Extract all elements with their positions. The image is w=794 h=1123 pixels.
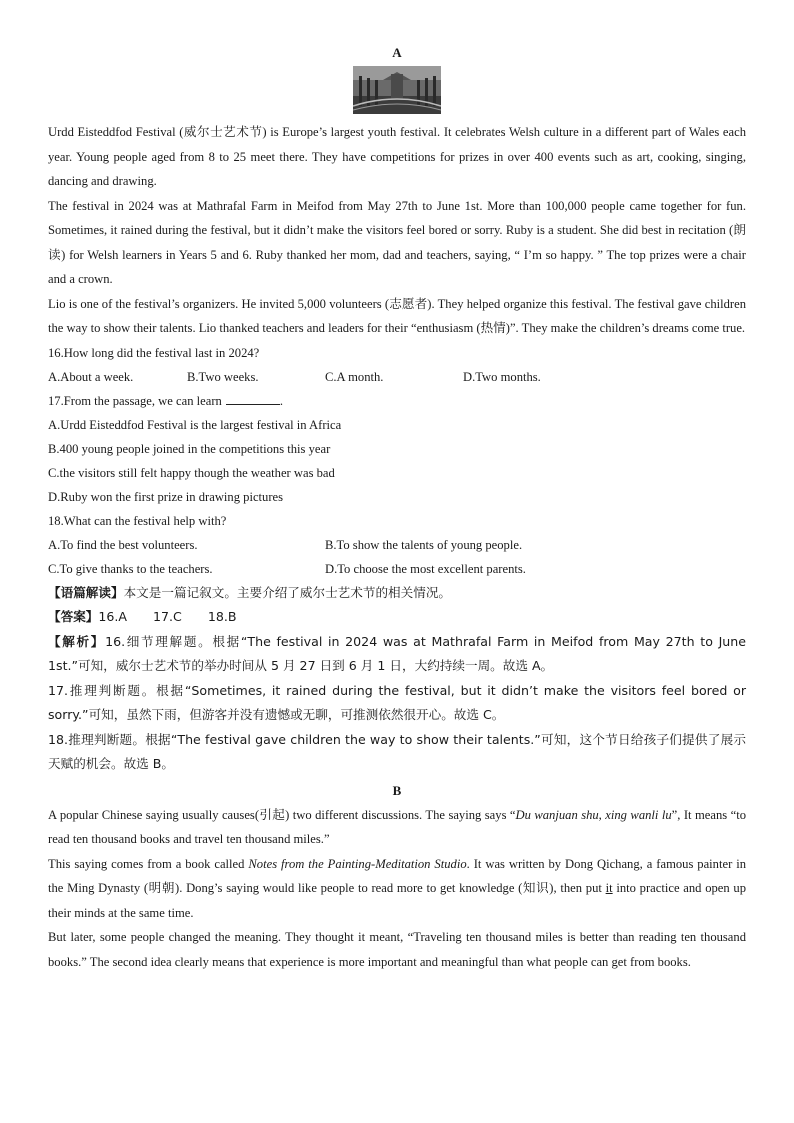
passage-a-paragraph-1: Urdd Eisteddfod Festival (威尔士艺术节) is Europe’s largest youth festival. It celebrates Welsh culture in a different part of Wales each year. Young people aged from 8 to 25 meet there. They have competitions for prizes in over 400 events such as art, cooking, singing, dancing and drawing.: [48, 125, 746, 188]
q18-option-a: A.To find the best volunteers.: [48, 537, 198, 552]
answer-blank: [226, 390, 280, 405]
interpretation-text: 本文是一篇记叙文。主要介绍了威尔士艺术节的相关情况。: [123, 584, 451, 600]
underlined-word: it: [605, 881, 613, 895]
question-17-stem: [48, 389, 746, 413]
q16-option-c: C.A month.: [325, 369, 384, 384]
passage-b-paragraph-2: [48, 852, 746, 926]
q18-option-d: D.To choose the most excellent parents.: [325, 561, 526, 576]
analysis-16-text: 16.细节理解题。根据“The festival in 2024 was at Mathrafal Farm in Meifod from May 27th to June 1st.”可知，威尔士艺术节的举办时间从 5 月 27 日到 6 月 1 日，大约持续一周。故选 A。: [48, 633, 747, 673]
answer-18: 18.B: [207, 609, 237, 624]
book-title: Notes from the Painting-Meditation Studio: [248, 856, 467, 871]
q18-option-b: B.To show the talents of young people.: [325, 537, 523, 552]
q16-option-d: D.Two months.: [463, 369, 541, 384]
interpretation: [48, 581, 746, 606]
question-18-stem: 18.What can the festival help with?: [48, 513, 227, 528]
passage-b-paragraph-3: But later, some people changed the meaning. They thought it meant, “Traveling ten thousand miles is better than reading ten thousand books.” The second idea clearly means that experience is more important and meaningful than what people can get from books.: [48, 930, 746, 969]
q17-option-c: C.the visitors still felt happy though the weather was bad: [48, 465, 335, 480]
q17-stem-end: .: [279, 393, 283, 408]
question-18-options-row-1: [48, 533, 746, 557]
question-18-options-row-2: [48, 557, 746, 581]
analysis-label: 【解析】: [48, 633, 106, 649]
analysis-18: 18.推理判断题。根据“The festival gave children the way to show their talents.”可知，这个节日给孩子们提供了展示天赋的机会。故选 B。: [48, 731, 746, 771]
p1-text-end: ”, It means “to read ten thousand books and travel ten thousand miles.”: [48, 807, 746, 846]
p1-text-start: A popular Chinese saying usually causes(引起) two different discussions. The saying says “: [48, 807, 516, 822]
answer-16: 16.A: [98, 609, 128, 624]
question-16-options: [48, 365, 746, 389]
answers: [48, 605, 746, 630]
passage-a-heading: A: [392, 45, 402, 60]
answer-label: 【答案】: [48, 609, 99, 624]
q17-option-d: D.Ruby won the first prize in drawing pictures: [48, 489, 284, 504]
passage-a-paragraph-2: The festival in 2024 was at Mathrafal Farm in Meifod from May 27th to June 1st. More than 100,000 people came together for fun. Sometimes, it rained during the festival, but it didn’t make the visitors feel bored or sorry. Ruby is a student. She did best in recitation (朗读) for Welsh learners in Years 5 and 6. Ruby thanked her mom, dad and teachers, saying, “ I’m so happy. ” The top prizes were a chair and a crown.: [48, 198, 746, 286]
passage-b-heading: B: [392, 782, 402, 798]
document-page: [48, 44, 746, 974]
q17-stem-text: 17.From the passage, we can learn: [48, 393, 222, 408]
answer-17: 17.C: [153, 609, 182, 624]
q18-option-c: C.To give thanks to the teachers.: [48, 561, 213, 576]
q17-option-a: A.Urdd Eisteddfod Festival is the largest festival in Africa: [48, 417, 342, 432]
festival-photo: [353, 66, 441, 114]
interpretation-label: 【语篇解读】: [48, 584, 124, 600]
p2-text-middle: . It was written by Dong Qichang, a famous painter in the Ming Dynasty (明朝). Dong’s saying would like people to read more to get knowledge (知识), then put: [48, 856, 747, 895]
saying-pinyin: Du wanjuan shu, xing wanli lu: [515, 807, 672, 822]
p2-text-start: This saying comes from a book called: [48, 856, 249, 871]
p2-text-end: into practice and open up their minds at the same time.: [48, 881, 746, 920]
passage-b-paragraph-1: [48, 803, 746, 852]
question-16-stem: 16.How long did the festival last in 2024?: [48, 345, 260, 360]
q17-option-b: B.400 young people joined in the competitions this year: [48, 441, 331, 456]
analysis-17: 17.推理判断题。根据“Sometimes, it rained during the festival, but it didn’t make the visitors feel bored or sorry.”可知，虽然下雨，但游客并没有遗憾或无聊，可推测依然很开心。故选 C。: [48, 682, 746, 722]
analysis-16: [48, 630, 746, 679]
q16-option-a: A.About a week.: [48, 369, 134, 384]
q16-option-b: B.Two weeks.: [187, 369, 259, 384]
passage-a-paragraph-3: Lio is one of the festival’s organizers. He invited 5,000 volunteers (志愿者). They helped organize this festival. The festival gave children the way to show their talents. Lio thanked teachers and leaders for their “enthusiasm (热情)”. They make the children’s dreams come true.: [48, 296, 746, 335]
